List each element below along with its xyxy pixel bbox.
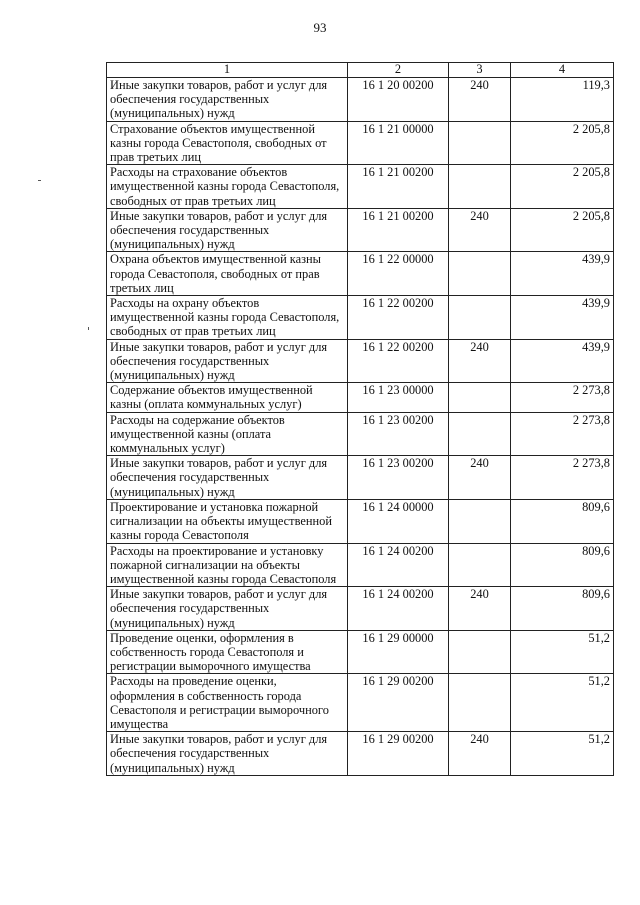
table-header — [107, 63, 614, 78]
cell-code: 16 1 24 00200 — [348, 543, 449, 587]
table-row — [107, 121, 614, 165]
cell-name: Расходы на проектирование и установку пожарной сигнализации на объекты имущественной казны города Севастополя — [107, 543, 348, 587]
table-row — [107, 252, 614, 296]
cell-code: 16 1 22 00200 — [348, 339, 449, 383]
cell-vr: 240 — [449, 339, 511, 383]
cell-name: Расходы на содержание объектов имущественной казны (оплата коммунальных услуг) — [107, 412, 348, 456]
cell-vr — [449, 383, 511, 412]
cell-code: 16 1 29 00000 — [348, 630, 449, 674]
cell-vr — [449, 121, 511, 165]
cell-amount: 439,9 — [511, 339, 614, 383]
cell-vr — [449, 630, 511, 674]
cell-amount: 2 273,8 — [511, 412, 614, 456]
table-row — [107, 630, 614, 674]
header-col-name: 1 — [107, 63, 348, 78]
cell-amount: 809,6 — [511, 543, 614, 587]
header-row — [107, 63, 614, 78]
cell-amount: 439,9 — [511, 296, 614, 340]
table-row — [107, 456, 614, 500]
cell-vr — [449, 252, 511, 296]
scan-speck — [38, 180, 41, 181]
cell-name: Расходы на страхование объектов имущественной казны города Севастополя, свободных от прав третьих лиц — [107, 165, 348, 209]
cell-amount: 2 205,8 — [511, 121, 614, 165]
page-number: 93 — [313, 20, 327, 35]
cell-code: 16 1 23 00000 — [348, 383, 449, 412]
table-row — [107, 208, 614, 252]
cell-name: Иные закупки товаров, работ и услуг для обеспечения государственных (муниципальных) нужд — [107, 456, 348, 500]
cell-name: Иные закупки товаров, работ и услуг для обеспечения государственных (муниципальных) нужд — [107, 587, 348, 631]
cell-vr: 240 — [449, 732, 511, 776]
cell-amount: 51,2 — [511, 674, 614, 732]
cell-name: Расходы на охрану объектов имущественной казны города Севастополя, свободных от прав третьих лиц — [107, 296, 348, 340]
cell-amount: 2 205,8 — [511, 208, 614, 252]
cell-vr — [449, 499, 511, 543]
cell-code: 16 1 22 00200 — [348, 296, 449, 340]
cell-code: 16 1 29 00200 — [348, 674, 449, 732]
cell-vr — [449, 296, 511, 340]
cell-code: 16 1 20 00200 — [348, 78, 449, 122]
table-row — [107, 383, 614, 412]
cell-amount: 809,6 — [511, 587, 614, 631]
table-row — [107, 165, 614, 209]
header-col-amount: 4 — [511, 63, 614, 78]
cell-amount: 439,9 — [511, 252, 614, 296]
cell-code: 16 1 21 00200 — [348, 165, 449, 209]
cell-code: 16 1 24 00000 — [348, 499, 449, 543]
cell-vr: 240 — [449, 208, 511, 252]
cell-name: Иные закупки товаров, работ и услуг для обеспечения государственных (муниципальных) нужд — [107, 339, 348, 383]
cell-amount: 2 205,8 — [511, 165, 614, 209]
cell-name: Расходы на проведение оценки, оформления в собственность города Севастополя и регистрации выморочного имущества — [107, 674, 348, 732]
cell-amount: 809,6 — [511, 499, 614, 543]
cell-code: 16 1 24 00200 — [348, 587, 449, 631]
table-body — [107, 78, 614, 776]
cell-code: 16 1 29 00200 — [348, 732, 449, 776]
cell-name: Охрана объектов имущественной казны города Севастополя, свободных от прав третьих лиц — [107, 252, 348, 296]
table-row — [107, 296, 614, 340]
table-row — [107, 674, 614, 732]
table-row — [107, 339, 614, 383]
cell-name: Страхование объектов имущественной казны города Севастополя, свободных от прав третьих лиц — [107, 121, 348, 165]
table-row — [107, 412, 614, 456]
cell-name: Содержание объектов имущественной казны (оплата коммунальных услуг) — [107, 383, 348, 412]
cell-amount: 2 273,8 — [511, 456, 614, 500]
cell-vr — [449, 165, 511, 209]
cell-amount: 51,2 — [511, 732, 614, 776]
table-row — [107, 587, 614, 631]
table-row — [107, 78, 614, 122]
cell-amount: 51,2 — [511, 630, 614, 674]
cell-vr — [449, 412, 511, 456]
cell-name: Проектирование и установка пожарной сигнализации на объекты имущественной казны города Севастополя — [107, 499, 348, 543]
cell-vr: 240 — [449, 587, 511, 631]
budget-table — [106, 62, 614, 776]
cell-code: 16 1 23 00200 — [348, 456, 449, 500]
cell-name: Иные закупки товаров, работ и услуг для обеспечения государственных (муниципальных) нужд — [107, 208, 348, 252]
cell-code: 16 1 21 00200 — [348, 208, 449, 252]
cell-vr — [449, 543, 511, 587]
cell-vr: 240 — [449, 456, 511, 500]
cell-code: 16 1 23 00200 — [348, 412, 449, 456]
table-row — [107, 543, 614, 587]
header-col-code: 2 — [348, 63, 449, 78]
cell-name: Иные закупки товаров, работ и услуг для обеспечения государственных (муниципальных) нужд — [107, 732, 348, 776]
cell-amount: 119,3 — [511, 78, 614, 122]
scan-speck — [88, 327, 89, 330]
cell-vr — [449, 674, 511, 732]
header-col-vr: 3 — [449, 63, 511, 78]
table-row — [107, 732, 614, 776]
cell-vr: 240 — [449, 78, 511, 122]
cell-amount: 2 273,8 — [511, 383, 614, 412]
cell-code: 16 1 21 00000 — [348, 121, 449, 165]
cell-name: Иные закупки товаров, работ и услуг для обеспечения государственных (муниципальных) нужд — [107, 78, 348, 122]
table-row — [107, 499, 614, 543]
cell-name: Проведение оценки, оформления в собственность города Севастополя и регистрации выморочного имущества — [107, 630, 348, 674]
cell-code: 16 1 22 00000 — [348, 252, 449, 296]
